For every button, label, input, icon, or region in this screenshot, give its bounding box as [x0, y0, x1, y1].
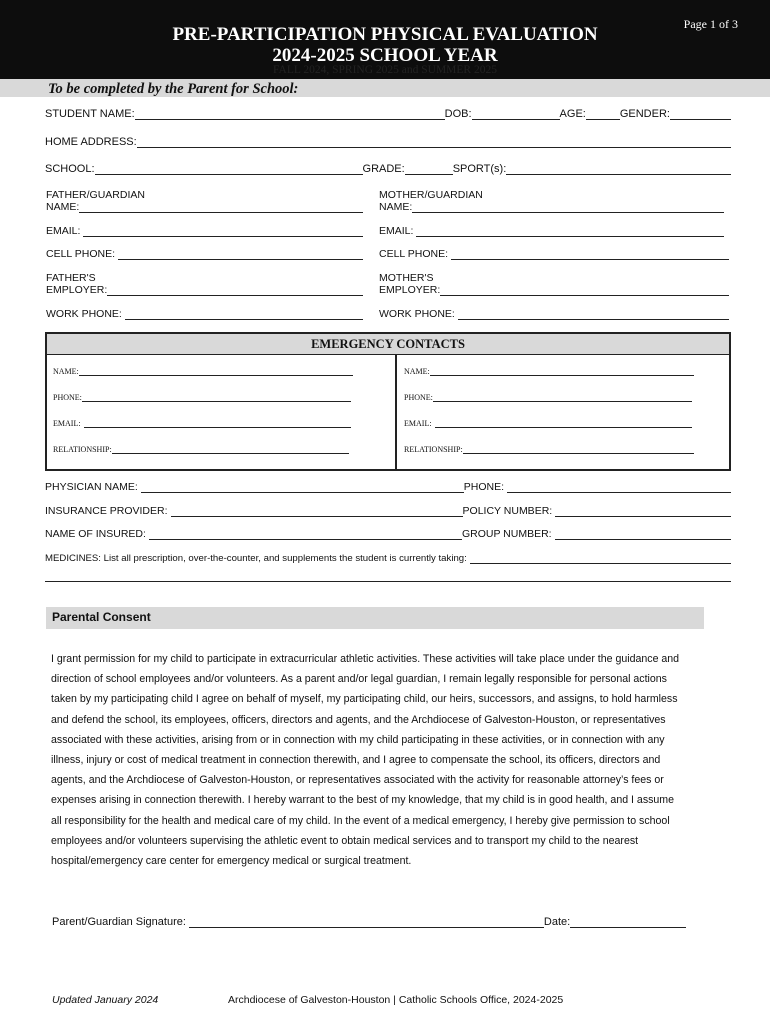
consent-line: agents, and the Archdiocese of Galveston-Houston, or representatives associated with the activity for reasonable attorney’s fees or	[51, 774, 664, 787]
consent-line: I grant permission for my child to participate in extracurricular athletic activities. These activities will take place under the guidance and	[51, 653, 680, 665]
medicines-field-line-2[interactable]	[45, 571, 731, 582]
sport-field[interactable]	[506, 164, 731, 175]
mother-name-label-top: MOTHER/GUARDIAN	[379, 189, 483, 201]
consent-line: direction of school employees and/or volunteers. As a parent and/or legal guardian, I remain legally responsible for personal actions	[51, 673, 667, 686]
ec2-relationship-row	[404, 445, 694, 454]
policy-number-field[interactable]	[555, 506, 731, 517]
date-field[interactable]	[570, 917, 686, 928]
sport-label: SPORT(s):	[452, 163, 507, 175]
consent-line: expenses arising in connection therewith. I hereby warrant to the best of my knowledge, that my child is in good health, and I assume	[51, 794, 675, 807]
dob-label: DOB:	[444, 108, 472, 120]
father-cell-row	[46, 248, 363, 260]
ec2-email-row	[404, 419, 692, 428]
father-employer-label: EMPLOYER:	[46, 284, 108, 296]
ec1-phone-field[interactable]	[82, 394, 351, 402]
father-name-row	[46, 201, 363, 213]
gender-label: GENDER:	[619, 108, 670, 120]
father-email-row	[46, 225, 363, 237]
ec1-email-label: EMAIL:	[53, 419, 81, 428]
school-row	[45, 163, 731, 175]
mother-employer-field[interactable]	[440, 285, 729, 296]
ec2-relationship-field[interactable]	[463, 446, 694, 454]
emergency-contacts-box	[45, 332, 731, 471]
mother-email-field[interactable]	[416, 226, 724, 237]
consent-line: hospital/emergency care center for emergency medical or surgical treatment.	[51, 855, 412, 868]
medicines-label: MEDICINES: List all prescription, over-the-counter, and supplements the student is currently taking:	[45, 553, 467, 564]
consent-text	[51, 649, 731, 871]
consent-line: and defend the school, its employees, officers, directors and agents, and the Archdiocese of Galveston-Houston, or representatives	[51, 713, 666, 726]
footer-updated: Updated January 2024	[52, 994, 159, 1006]
group-number-field[interactable]	[555, 529, 731, 540]
consent-line: taken by my participating child I agree on behalf of myself, my participating child, our heirs, successors, and assigns, to hold harmless	[51, 693, 678, 706]
father-work-row	[46, 308, 363, 320]
consent-line: all responsibility for the health and medical care of my child. In the event of a medical emergency, I hereby give permission to school	[51, 814, 670, 827]
mother-name-row	[379, 201, 724, 213]
school-label: SCHOOL:	[45, 163, 95, 175]
home-address-field[interactable]	[137, 137, 731, 148]
mother-cell-field[interactable]	[451, 249, 729, 260]
physician-phone-label: PHONE:	[463, 481, 505, 493]
father-cell-field[interactable]	[118, 249, 363, 260]
consent-line: employees and/or volunteers supervising the athletic event to obtain medical services and to transport my child to the nearest	[51, 834, 639, 847]
signature-field[interactable]	[189, 917, 544, 928]
dob-field[interactable]	[472, 109, 560, 120]
grade-label: GRADE:	[362, 163, 405, 175]
ec2-phone-label: PHONE:	[404, 393, 433, 402]
mother-work-row	[379, 308, 729, 320]
ec2-name-field[interactable]	[430, 368, 694, 376]
mother-cell-row	[379, 248, 729, 260]
grade-field[interactable]	[405, 164, 453, 175]
ec1-name-label: NAME:	[53, 367, 79, 376]
ec2-email-field[interactable]	[435, 420, 692, 428]
physician-phone-field[interactable]	[507, 482, 731, 493]
medicines-row	[45, 553, 731, 564]
student-name-field[interactable]	[135, 109, 445, 120]
mother-work-field[interactable]	[458, 309, 729, 320]
student-row	[45, 108, 731, 120]
age-label: AGE:	[559, 108, 586, 120]
footer-office: Archdiocese of Galveston-Houston | Catholic Schools Office, 2024-2025	[228, 994, 564, 1006]
student-name-label: STUDENT NAME:	[45, 108, 135, 120]
home-address-label: HOME ADDRESS:	[45, 136, 137, 148]
ec1-name-field[interactable]	[79, 368, 353, 376]
father-employer-row	[46, 284, 363, 296]
father-cell-label: CELL PHONE:	[46, 248, 116, 260]
date-label: Date:	[543, 916, 571, 928]
signature-label: Parent/Guardian Signature:	[52, 916, 186, 928]
mother-name-field[interactable]	[412, 202, 724, 213]
ec1-relationship-label: RELATIONSHIP:	[53, 445, 112, 454]
parent-instruction: To be completed by the Parent for School:	[48, 81, 299, 97]
ec2-phone-row	[404, 393, 692, 402]
ec2-name-row	[404, 367, 694, 376]
consent-line: associated with these activities, arising from or in connection with my child participating in these activities, or in connection with any	[51, 733, 665, 746]
insurance-provider-field[interactable]	[171, 506, 463, 517]
school-field[interactable]	[95, 164, 363, 175]
father-employer-label-top: FATHER'S	[46, 272, 96, 284]
mother-employer-row	[379, 284, 729, 296]
consent-title: Parental Consent	[52, 610, 151, 624]
name-of-insured-field[interactable]	[149, 529, 462, 540]
insured-row	[45, 528, 731, 540]
signature-row	[52, 916, 686, 928]
father-name-label-top: FATHER/GUARDIAN	[46, 189, 145, 201]
medicines-field[interactable]	[470, 553, 731, 564]
physician-row	[45, 481, 731, 493]
gender-field[interactable]	[670, 109, 731, 120]
mother-work-label: WORK PHONE:	[379, 308, 455, 320]
insurance-provider-label: INSURANCE PROVIDER:	[45, 505, 168, 517]
father-employer-field[interactable]	[107, 285, 363, 296]
ec1-email-row	[53, 419, 351, 428]
physician-name-label: PHYSICIAN NAME:	[45, 481, 138, 493]
terms-text: FALL 2024, SPRING 2025 and SUMMER 2025	[273, 64, 497, 76]
mother-email-row	[379, 225, 724, 237]
mother-cell-label: CELL PHONE:	[379, 248, 449, 260]
mother-email-label: EMAIL:	[379, 225, 414, 237]
ec1-phone-row	[53, 393, 351, 402]
ec1-name-row	[53, 367, 353, 376]
name-of-insured-label: NAME OF INSURED:	[45, 528, 146, 540]
physician-name-field[interactable]	[141, 482, 464, 493]
consent-line: illness, injury or cost of medical treatment in connection therewith, and I agree to compensate the school, its officers, directors and	[51, 754, 661, 767]
policy-number-label: POLICY NUMBER:	[462, 505, 553, 517]
address-row	[45, 136, 731, 148]
school-year-title: 2024-2025 SCHOOL YEAR	[272, 45, 498, 66]
ec1-relationship-row	[53, 445, 349, 454]
father-name-label: NAME:	[46, 201, 80, 213]
page-number: Page 1 of 3	[683, 17, 738, 31]
ec2-name-label: NAME:	[404, 367, 430, 376]
father-name-field[interactable]	[79, 202, 363, 213]
father-email-label: EMAIL:	[46, 225, 81, 237]
emergency-divider	[395, 355, 397, 469]
mother-employer-label: EMPLOYER:	[379, 284, 441, 296]
father-work-field[interactable]	[125, 309, 363, 320]
emergency-contacts-title: EMERGENCY CONTACTS	[47, 334, 729, 355]
ec1-email-field[interactable]	[84, 420, 351, 428]
form-title: PRE-PARTICIPATION PHYSICAL EVALUATION	[172, 24, 598, 45]
age-field[interactable]	[586, 109, 620, 120]
ec1-relationship-field[interactable]	[112, 446, 349, 454]
insurance-row	[45, 505, 731, 517]
group-number-label: GROUP NUMBER:	[461, 528, 552, 540]
father-work-label: WORK PHONE:	[46, 308, 122, 320]
ec2-email-label: EMAIL:	[404, 419, 432, 428]
father-email-field[interactable]	[83, 226, 363, 237]
mother-employer-label-top: MOTHER'S	[379, 272, 434, 284]
ec2-relationship-label: RELATIONSHIP:	[404, 445, 463, 454]
mother-name-label: NAME:	[379, 201, 413, 213]
ec2-phone-field[interactable]	[433, 394, 692, 402]
ec1-phone-label: PHONE:	[53, 393, 82, 402]
